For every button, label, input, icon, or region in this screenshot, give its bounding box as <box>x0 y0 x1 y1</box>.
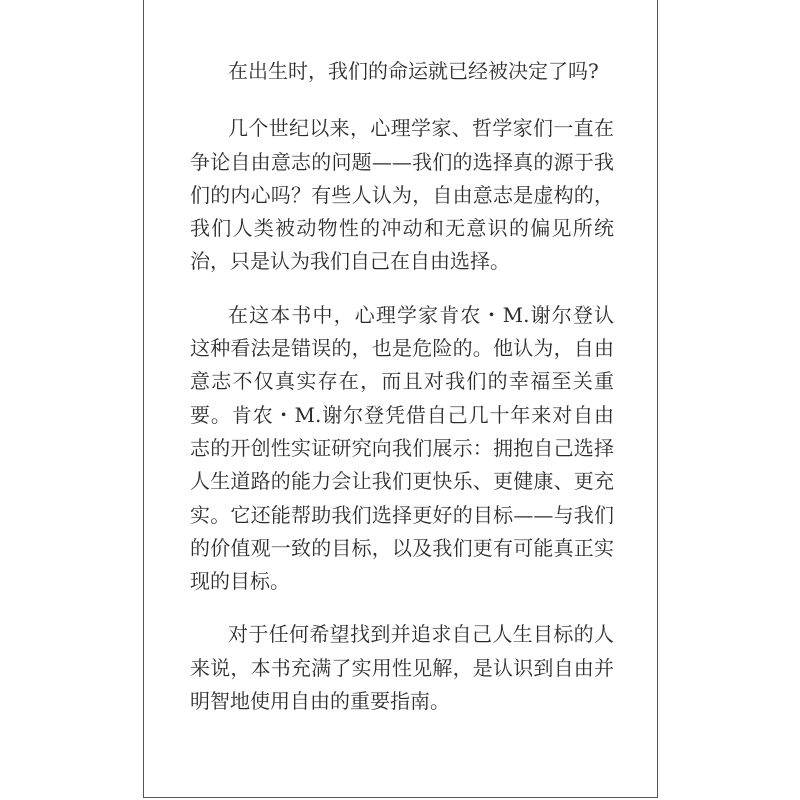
text-line: 实。它还能帮助我们选择更好的目标——与我们 <box>190 502 614 527</box>
paragraph-1 <box>190 55 614 88</box>
text-line: 意志不仅真实存在，而且对我们的幸福至关重 <box>190 369 614 394</box>
paragraph-2 <box>190 112 614 278</box>
text-line: 志的开创性实证研究向我们展示：拥抱自己选择 <box>190 435 614 460</box>
paragraph-3 <box>190 299 614 599</box>
paragraph-4 <box>190 618 614 718</box>
text-line: 人生道路的能力会让我们更快乐、更健康、更充 <box>190 469 614 494</box>
text-line: 我们人类被动物性的冲动和无意识的偏见所统 <box>190 216 614 241</box>
text-line: 的价值观一致的目标，以及我们更有可能真正实 <box>190 535 614 560</box>
book-text <box>190 55 614 738</box>
text-line: 治，只是认为我们自己在自由选择。 <box>190 249 510 274</box>
text-line: 对于任何希望找到并追求自己人生目标的人 <box>228 622 614 647</box>
text-line: 这种看法是错误的，也是危险的。他认为，自由 <box>190 336 614 361</box>
text-line: 明智地使用自由的重要指南。 <box>190 689 450 714</box>
text-line: 争论自由意志的问题——我们的选择真的源于我 <box>190 149 614 174</box>
text-line: 现的目标。 <box>190 569 290 594</box>
text-line: 要。肯农・M.谢尔登凭借自己几十年来对自由 <box>190 402 614 427</box>
text-line: 在出生时，我们的命运就已经被决定了吗? <box>228 59 599 83</box>
text-line: 在这本书中，心理学家肯农・M.谢尔登认 <box>228 302 614 327</box>
text-line: 几个世纪以来，心理学家、哲学家们一直在 <box>228 116 614 141</box>
text-line: 来说，本书充满了实用性见解，是认识到自由并 <box>190 655 614 680</box>
text-line: 们的内心吗？有些人认为，自由意志是虚构的， <box>190 182 614 207</box>
